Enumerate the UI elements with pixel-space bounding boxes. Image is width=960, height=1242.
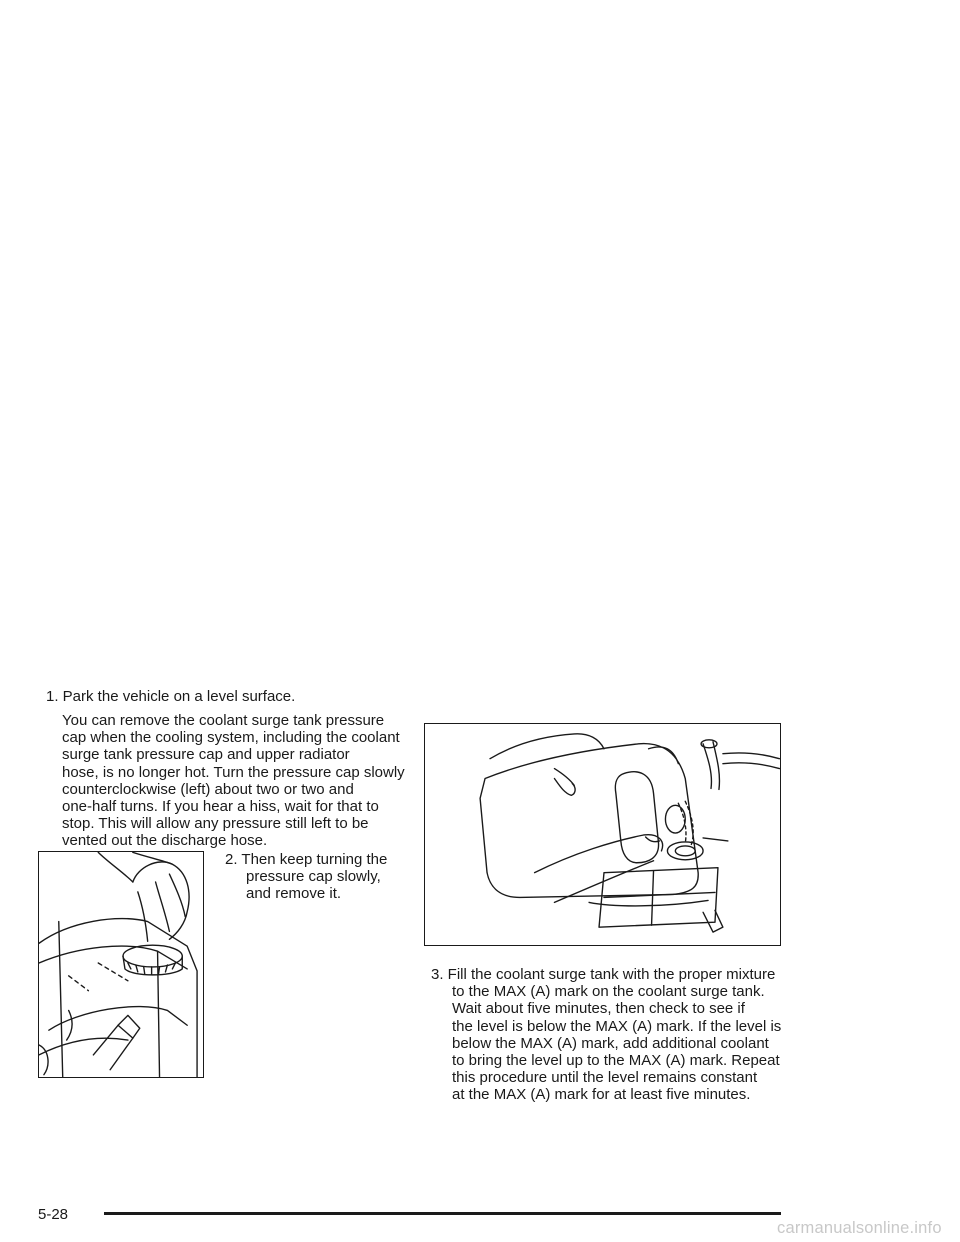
pressure-cap-illustration xyxy=(38,851,204,1078)
footer-rule xyxy=(104,1212,781,1215)
step-2-text: 2. Then keep turning the pressure cap slowly, and remove it. xyxy=(225,851,388,903)
watermark: carmanualsonline.info xyxy=(777,1219,942,1237)
step-3-text: 3. Fill the coolant surge tank with the proper mixture to the MAX (A) mark on the coolant surge tank. Wait about five minutes, then check to see if the level is below the MAX (A) mark. If the level is below the MAX (A) mark, add additional coolant to bring the level up to the MAX (A) mark. Repeat this procedure until the level remains constant at the MAX (A) mark for at least five minutes. xyxy=(431,966,782,1104)
page-number: 5-28 xyxy=(38,1206,69,1223)
step-1-text: 1. Park the vehicle on a level surface. xyxy=(46,688,296,705)
coolant-fill-drawing xyxy=(425,724,780,945)
coolant-fill-illustration xyxy=(424,723,781,946)
step-1-detail-text: You can remove the coolant surge tank pressure cap when the cooling system, including the coolant surge tank pressure cap and upper radiator hose, is no longer hot. Turn the pressure cap slowly counterclockwise (left) about two or two and one-half turns. If you hear a hiss, wait for that to stop. This will allow any pressure still left to be vented out the discharge hose. xyxy=(62,712,405,850)
pressure-cap-drawing xyxy=(39,852,203,1077)
